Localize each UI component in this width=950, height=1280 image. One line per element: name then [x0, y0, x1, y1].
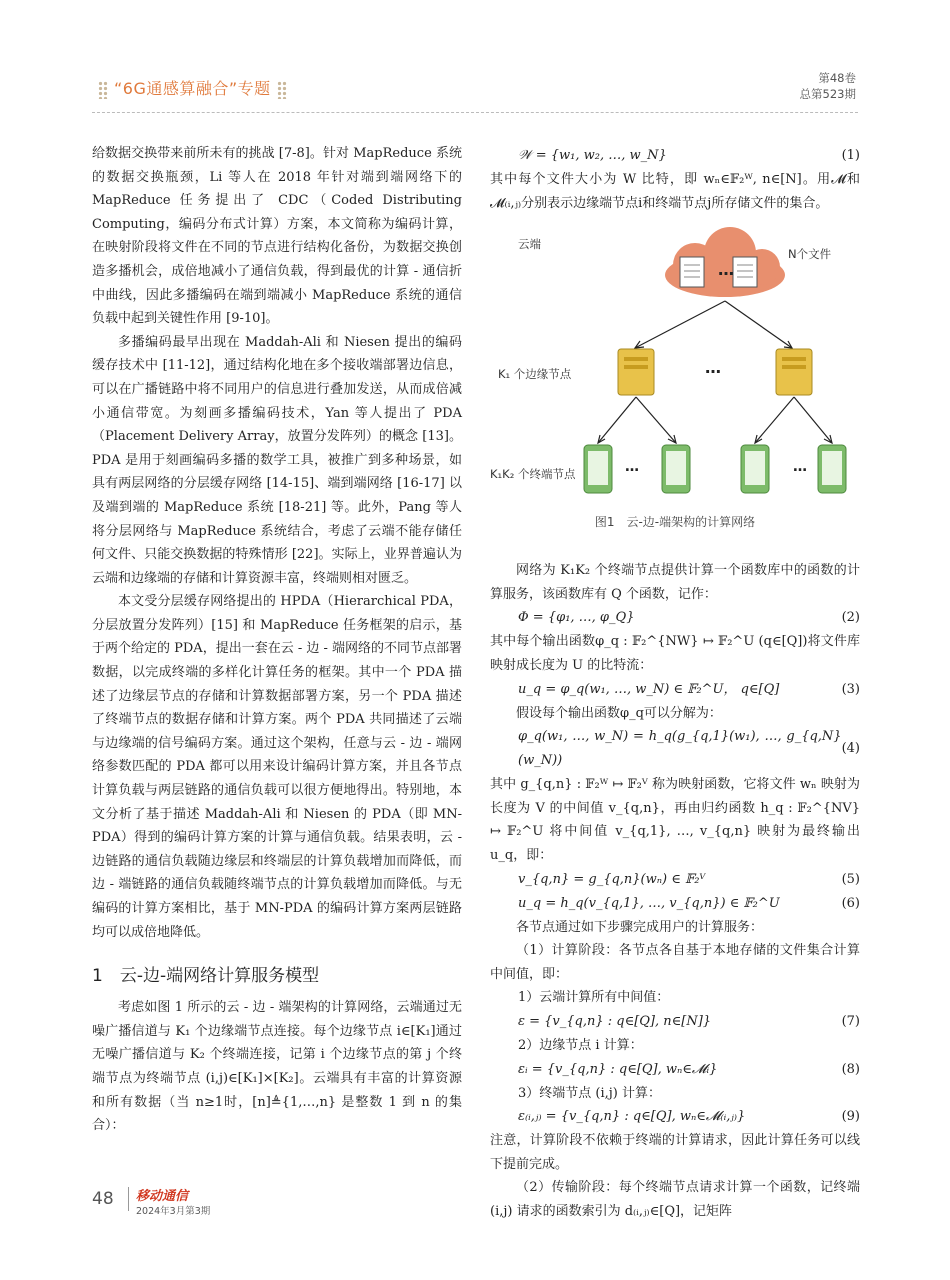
equation — [490, 678, 860, 702]
paragraph: 网络为 K₁K₂ 个终端节点提供计算一个函数库中的函数的计算服务，该函数库有 Q 个函数，记作： — [490, 563, 860, 602]
paragraph: （1）计算阶段：各节点各自基于本地存储的文件集合计算中间值，即： — [490, 943, 860, 982]
equation-number: (4) — [841, 741, 860, 757]
figure-1 — [490, 223, 860, 533]
equation-number: (2) — [841, 610, 860, 626]
footer-divider — [128, 1187, 129, 1211]
equation-number: (3) — [841, 681, 860, 697]
equation-body: 𝒲 = {w₁, w₂, …, w_N} — [518, 148, 667, 163]
terminal-ellipsis: … — [625, 459, 639, 476]
equation — [490, 144, 860, 168]
paragraph: 其中每个文件大小为 W 比特，即 wₙ∈𝔽₂ᵂ, n∈[N]。用𝓜和𝓜₍ᵢ,ⱼ₎分别表示边缘端节点i和终端节点j所存储文件的集合。 — [490, 172, 860, 211]
topic-title: “6G通感算融合”专题 — [114, 79, 271, 98]
server-icon — [618, 349, 654, 395]
cloud-edge-links — [635, 301, 792, 348]
document-icon — [680, 257, 704, 287]
page-number: 48 — [92, 1189, 114, 1209]
terminal-label: K₁K₂ 个终端节点 — [490, 467, 576, 482]
document-icon — [733, 257, 757, 287]
equation-number: (9) — [841, 1109, 860, 1125]
equation-number: (7) — [841, 1013, 860, 1029]
equation-body: u_q = φ_q(w₁, …, w_N) ∈ 𝔽₂^U， q∈[Q] — [518, 681, 780, 697]
list-item: 1）云端计算所有中间值： — [518, 990, 670, 1006]
phone-icon — [741, 445, 769, 493]
cloud-label: 云端 — [518, 237, 541, 252]
files-ellipsis: … — [718, 260, 734, 280]
equation — [490, 606, 860, 630]
page-header — [0, 70, 950, 110]
equation-body: v_{q,n} = g_{q,n}(wₙ) ∈ 𝔽₂ⱽ — [518, 871, 706, 887]
topic-banner — [92, 76, 293, 99]
edge-label: K₁ 个边缘节点 — [498, 367, 572, 382]
right-column — [490, 144, 860, 1223]
section-heading: 1 云-边-端网络计算服务模型 — [92, 966, 320, 987]
header-divider — [92, 112, 858, 113]
paragraph: 注意，计算阶段不依赖于终端的计算请求，因此计算任务可以线下提前完成。 — [490, 1133, 860, 1172]
paragraph: （2）传输阶段：每个终端节点请求计算一个函数，记终端 (i,j) 请求的函数索引为 d₍ᵢ,ⱼ₎∈[Q]，记矩阵 — [490, 1180, 860, 1219]
edge-ellipsis: … — [705, 358, 721, 378]
issue-info — [800, 70, 856, 102]
figure-caption: 图1 云-边-端架构的计算网络 — [594, 515, 756, 530]
paragraph: 考虑如图 1 所示的云 - 边 - 端架构的计算网络，云端通过无噪广播信道与 K₁ 个边缘端节点连接。每个边缘节点 i∈[K₁]通过无噪广播信道与 K₂ 个终端连接，记第 i 个边缘节点的第 j 个终端节点为终端节点 (i,j)∈[K₁]×[K₂]。云端具有丰富的计算资源和所有数据（当 n≥1时，[n]≜{1,…,n} 是整数 1 到 n 的集合）： — [92, 1000, 462, 1134]
left-column — [92, 142, 462, 1138]
equation-body: u_q = h_q(v_{q,1}, …, v_{q,n}) ∈ 𝔽₂^U — [518, 895, 780, 911]
equation — [490, 1058, 860, 1082]
equation-body: φ_q(w₁, …, w_N) = h_q(g_{q,1}(w₁), …, g_{q,N}(w_N)) — [518, 729, 842, 769]
paragraph: 多播编码最早出现在 Maddah-Ali 和 Niesen 提出的编码缓存技术中 [11-12]，通过结构化地在多个接收端部署边信息，可以在广播链路中将不同用户的信息进行叠加发送，从而成倍减小通信带宽。为刻画多播编码技术，Yan 等人提出了 PDA（Placement Delivery Array，放置分发阵列）的概念 [13]。PDA 是用于刻画编码多播的数学工具，被推广到多种场景，如具有两层网络的分层缓存网络 [14-15]、端到端网络 [16-17] 以及端到端的 MapReduce 系统 [18-21] 等。此外，Pang 等人将分层网络与 MapReduce 系统结合，考虑了云端不能存储任何文件、只能交换数据的特殊情形 [22]。实际上，业界普遍认为云端和边缘端的存储和计算资源丰富，终端则相对匮乏。 — [92, 334, 462, 586]
phone-icon — [584, 445, 612, 493]
issue-date: 2024年3月第3期 — [136, 1206, 211, 1217]
files-label: N个文件 — [788, 247, 832, 262]
equation — [490, 892, 860, 916]
paragraph: 各节点通过如下步骤完成用户的计算服务： — [516, 919, 764, 935]
server-icon — [776, 349, 812, 395]
issue-total: 总第523期 — [799, 87, 856, 101]
paragraph: 给数据交换带来前所未有的挑战 [7-8]。针对 MapReduce 系统的数据交换瓶颈，Li 等人在 2018 年针对端到端网络下的 MapReduce 任务提出了 CDC（Coded Distributing Computing，编码分布式计算）方案，本文简称为编码计算，在映射阶段将文件在不同的节点进行结构化备份，为数据交换创造多播机会，成倍地减小了通信负载，得到最优的计算 - 通信折中曲线，因此多播编码在端到端减小 MapReduce 系统的通信负载中起到关键性作用 [9-10]。 — [92, 146, 462, 327]
list-item: 2）边缘节点 i 计算： — [518, 1037, 643, 1053]
equation — [490, 725, 860, 773]
equation — [490, 1010, 860, 1034]
edge-terminal-links — [598, 397, 832, 443]
equation-number: (5) — [841, 871, 860, 887]
equation-body: ε₍ᵢ,ⱼ₎ = {v_{q,n} : q∈[Q], wₙ∈𝓜₍ᵢ,ⱼ₎} — [518, 1109, 746, 1125]
equation-body: ε = {v_{q,n} : q∈[Q], n∈[N]} — [518, 1013, 712, 1029]
paragraph: 假设每个输出函数φ_q可以分解为： — [516, 705, 722, 721]
equation-number: (6) — [841, 895, 860, 911]
equation — [490, 1105, 860, 1129]
list-item: 3）终端节点 (i,j) 计算： — [518, 1085, 662, 1101]
journal-logo: 移动通信 — [136, 1189, 189, 1204]
equation-body: εᵢ = {v_{q,n} : q∈[Q], wₙ∈𝓜ᵢ} — [518, 1061, 718, 1077]
volume: 第48卷 — [818, 71, 856, 85]
paragraph: 其中 g_{q,n} : 𝔽₂ᵂ ↦ 𝔽₂ⱽ 称为映射函数，它将文件 wₙ 映射为长度为 V 的中间值 v_{q,n}，再由归约函数 h_q : 𝔽₂^{NV} ↦ 𝔽₂^U 将中间值 v_{q,1}, …, v_{q,n} 映射为最终输出 u_q，即： — [490, 777, 860, 863]
terminal-ellipsis: … — [793, 459, 807, 476]
paragraph: 本文受分层缓存网络提出的 HPDA（Hierarchical PDA，分层放置分发阵列）[15] 和 MapReduce 任务框架的启示，基于两个给定的 PDA，提出一套在云 - 边 - 端网络的不同节点部署数据，以完成终端的多样化计算任务的框架。其中一个 PDA 描述了边缘层节点的存储和计算数据部署方案，另一个 PDA 描述了终端节点的数据存储和计算方案。两个 PDA 共同描述了云端与边缘端的信号编码方案。通过这个架构，任意与云 - 边 - 端网络参数匹配的 PDA 都可以用来设计编码计算方案，并且各节点计算负载与两层链路的通信负载可以很方便地得出。特别地，本文分析了基于描述 Maddah-Ali 和 Niesen 的 PDA（即 MN-PDA）得到的编码计算方案的计算与通信负载。结果表明，云 - 边链路的通信负载随边缘层和终端层的计算负载增加而降低，而边 - 端链路的通信负载随终端节点的计算负载增加而降低。与无编码的计算方案相比，基于 MN-PDA 的编码计算方案两层链路均可以成倍地降低。 — [92, 594, 463, 940]
dots-icon — [277, 81, 287, 99]
equation — [490, 868, 860, 892]
dots-icon — [98, 81, 108, 99]
equation-body: Φ = {φ₁, …, φ_Q} — [518, 610, 635, 626]
phone-icon — [818, 445, 846, 493]
equation-number: (8) — [841, 1061, 860, 1077]
equation-number: (1) — [841, 148, 860, 163]
paragraph: 其中每个输出函数φ_q : 𝔽₂^{NW} ↦ 𝔽₂^U (q∈[Q])将文件库映射成长度为 U 的比特流： — [490, 634, 860, 673]
phone-icon — [662, 445, 690, 493]
